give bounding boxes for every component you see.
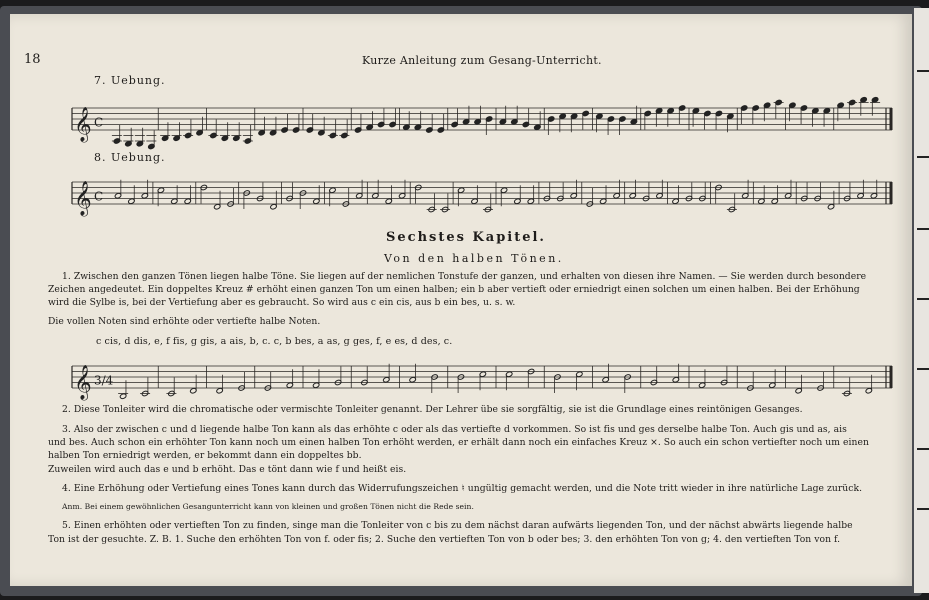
exercise-8-label: 8. Uebung. <box>94 151 166 164</box>
paragraph-4: 4. Eine Erhöhung oder Vertiefung eines Tones kann durch das Widerrufungszeichen ♮ ungültig gemacht werden, und die Note tritt wieder in ihre natürliche Lage zurück. <box>62 483 863 494</box>
page-number: 18 <box>24 52 41 67</box>
paragraph-5-line-2: Ton ist der gesuchte. Z. B. 1. Suche den erhöhten Ton von f. oder fis; 2. Suche den vertieften Ton von b oder bes; 3. den erhöhten Ton von g; 4. den vertieften Ton von f. <box>48 534 841 545</box>
svg-text:C: C <box>94 189 104 204</box>
svg-text:3/4: 3/4 <box>94 373 114 388</box>
paragraph-1-line-1: 1. Zwischen den ganzen Tönen liegen halbe Töne. Sie liegen auf der nemlichen Tonstufe der ganzen, und erhalten von diesen ihre Namen. — Sie werden durch besondere <box>62 271 867 282</box>
book-spine <box>914 8 929 593</box>
paragraph-1-line-2: Zeichen angedeutet. Ein doppeltes Kreuz # erhöht einen ganzen Ton um einen halben; ein b aber vertieft oder erniedrigt einen solchen um einen halben. Bei der Erhöhung <box>48 284 860 295</box>
paragraph-3-line-3: halben Ton erniedrigt werden, er bekommt dann ein doppeltes bb. <box>48 450 362 461</box>
annotation-note: Anm. Bei einem gewöhnlichen Gesangunterricht kann von kleinen und großen Tönen nicht die Rede sein. <box>62 502 474 511</box>
paragraph-2: 2. Diese Tonleiter wird die chromatische oder vermischte Tonleiter genannt. Der Lehrer übe sie sorgfältig, sie ist die Grundlage eines reintönigen Gesanges. <box>62 404 803 415</box>
music-staff-exercise-7 <box>58 94 894 152</box>
running-header: Kurze Anleitung zum Gesang-Unterricht. <box>362 54 602 67</box>
music-staff-exercise-8 <box>58 168 894 226</box>
chapter-subtitle: Von den halben Tönen. <box>384 252 564 265</box>
paragraph-3-line-4: Zuweilen wird auch das e und b erhöht. Das e tönt dann wie f und heißt eis. <box>48 464 407 475</box>
svg-text:𝄞: 𝄞 <box>74 181 92 216</box>
book-page <box>10 14 912 586</box>
music-staff-chromatic-scale <box>58 352 894 410</box>
chromatic-note-names: c cis, d dis, e, f fis, g gis, a ais, b, c. c, b bes, a as, g ges, f, e es, d des, c. <box>96 336 453 347</box>
paragraph-3-line-2: und bes. Auch schon ein erhöhter Ton kann noch um einen halben Ton erhöht werden, er erhält dann noch ein einfaches Kreuz ×. So auch ein schon vertiefter noch um einen <box>48 437 869 448</box>
svg-text:𝄞: 𝄞 <box>74 365 92 400</box>
svg-text:𝄞: 𝄞 <box>74 107 92 142</box>
full-notes-text: Die vollen Noten sind erhöhte oder vertiefte halbe Noten. <box>48 316 321 327</box>
paragraph-5-line-1: 5. Einen erhöhten oder vertieften Ton zu finden, singe man die Tonleiter von c bis zu dem nächst daran aufwärts liegenden Ton, und der nächst abwärts liegende halbe <box>62 520 853 531</box>
chapter-title: Sechstes Kapitel. <box>386 230 546 245</box>
paragraph-1-line-3: wird die Sylbe is, bei der Vertiefung aber es gebraucht. So wird aus c ein cis, aus b ein bes, u. s. w. <box>48 297 516 308</box>
paragraph-3-line-1: 3. Also der zwischen c und d liegende halbe Ton kann als das erhöhte c oder als das vertiefte d vorkommen. So ist fis und ges derselbe halbe Ton. Auch gis und as, ais <box>62 424 847 435</box>
exercise-7-label: 7. Uebung. <box>94 74 166 87</box>
svg-text:C: C <box>94 115 104 130</box>
